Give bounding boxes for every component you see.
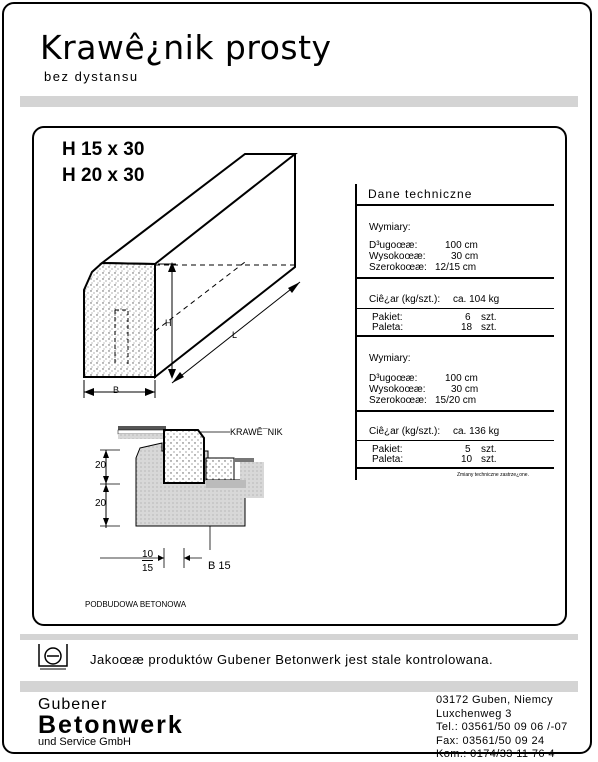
b1-ciezar-value: ca. 104 kg [453, 294, 500, 305]
label-l: L [232, 330, 238, 340]
label-15: 15 [142, 563, 154, 574]
b2-wymiary: Wymiary: [369, 353, 411, 364]
quality-statement: Jakoœæ produktów Gubener Betonwerk jest stale kontrolowana. [90, 652, 494, 667]
b2-wys-label: Wysokoœæ: [369, 384, 426, 395]
b2-pakiet-value: 5 [465, 444, 471, 455]
company-address [436, 694, 568, 762]
label-20-bottom: 20 [95, 498, 107, 509]
tech-divider [357, 410, 554, 412]
label-krawęznik: KRAWÊ¯NIK [230, 427, 283, 437]
address-line: Tel.: 03561/50 09 06 /-07 [436, 721, 568, 733]
b2-dl-label: D³ugoœæ: [369, 373, 418, 384]
b2-ciezar-label: Ciê¿ar (kg/szt.): [369, 426, 441, 437]
b1-sz-value: 12/15 cm [435, 262, 477, 273]
b1-pakiet-label: Pakiet: [372, 312, 403, 323]
b2-pakiet-unit: szt. [481, 444, 497, 455]
b2-paleta-value: 10 [461, 454, 473, 465]
b1-wys-value: 30 cm [451, 251, 479, 262]
header-divider [20, 96, 578, 107]
b2-ciezar-value: ca. 136 kg [453, 426, 500, 437]
b1-ciezar-label: Ciê¿ar (kg/szt.): [369, 294, 441, 305]
company-name-line1: Gubener [38, 696, 108, 713]
page-title: Krawê¿nik prosty [40, 28, 332, 67]
label-10: 10 [142, 549, 154, 560]
b2-paleta-unit: szt. [481, 454, 497, 465]
cross-section-drawing [80, 418, 290, 598]
b2-sz-label: Szerokoœæ: [369, 395, 427, 406]
tech-divider [357, 277, 554, 279]
company-name-line3: und Service GmbH [38, 736, 131, 748]
tech-divider [357, 467, 554, 469]
tech-divider [357, 440, 554, 441]
footer-divider [20, 681, 578, 692]
b2-paleta-label: Paleta: [372, 454, 404, 465]
footer-divider-top [20, 634, 578, 640]
dimension-2: H 20 x 30 [62, 165, 145, 186]
page-subtitle: bez dystansu [44, 69, 139, 84]
b1-paleta-label: Paleta: [372, 322, 404, 333]
b1-sz-label: Szerokoœæ: [369, 262, 427, 273]
b2-dl-value: 100 cm [445, 373, 478, 384]
b1-dl-value: 100 cm [445, 240, 478, 251]
address-line: Kom.: 0174/33 11 76 4 [436, 748, 555, 760]
company-name-line2: Betonwerk [38, 711, 184, 739]
b1-wymiary: Wymiary: [369, 222, 411, 233]
label-podbudowa: PODBUDOWA BETONOWA [85, 600, 187, 609]
b1-wys-label: Wysokoœæ: [369, 251, 426, 262]
b1-paleta-value: 18 [461, 322, 473, 333]
quality-seal-icon [36, 641, 70, 673]
label-b15: B 15 [208, 560, 231, 572]
dimension-1: H 15 x 30 [62, 139, 145, 160]
tech-divider [357, 335, 554, 337]
curb-3d-drawing [60, 140, 350, 410]
tech-note: Zmiany techniczne zastrze¿one. [457, 472, 529, 478]
tech-divider [357, 204, 554, 206]
b2-pakiet-label: Pakiet: [372, 444, 403, 455]
label-20-top: 20 [95, 460, 107, 471]
label-h: H [165, 318, 172, 328]
b1-pakiet-value: 6 [465, 312, 471, 323]
b2-sz-value: 15/20 cm [435, 395, 477, 406]
address-line: Fax: 03561/50 09 24 [436, 734, 545, 747]
address-line: 03172 Guben, Niemcy [436, 694, 554, 706]
b1-pakiet-unit: szt. [481, 312, 497, 323]
b1-dl-label: D³ugoœæ: [369, 240, 418, 251]
tech-heading: Dane techniczne [368, 187, 473, 201]
tech-divider [357, 308, 554, 309]
address-line: Luxchenweg 3 [436, 707, 512, 720]
b1-paleta-unit: szt. [481, 322, 497, 333]
label-b: B [113, 385, 120, 395]
technical-data [355, 184, 554, 480]
b2-wys-value: 30 cm [451, 384, 479, 395]
